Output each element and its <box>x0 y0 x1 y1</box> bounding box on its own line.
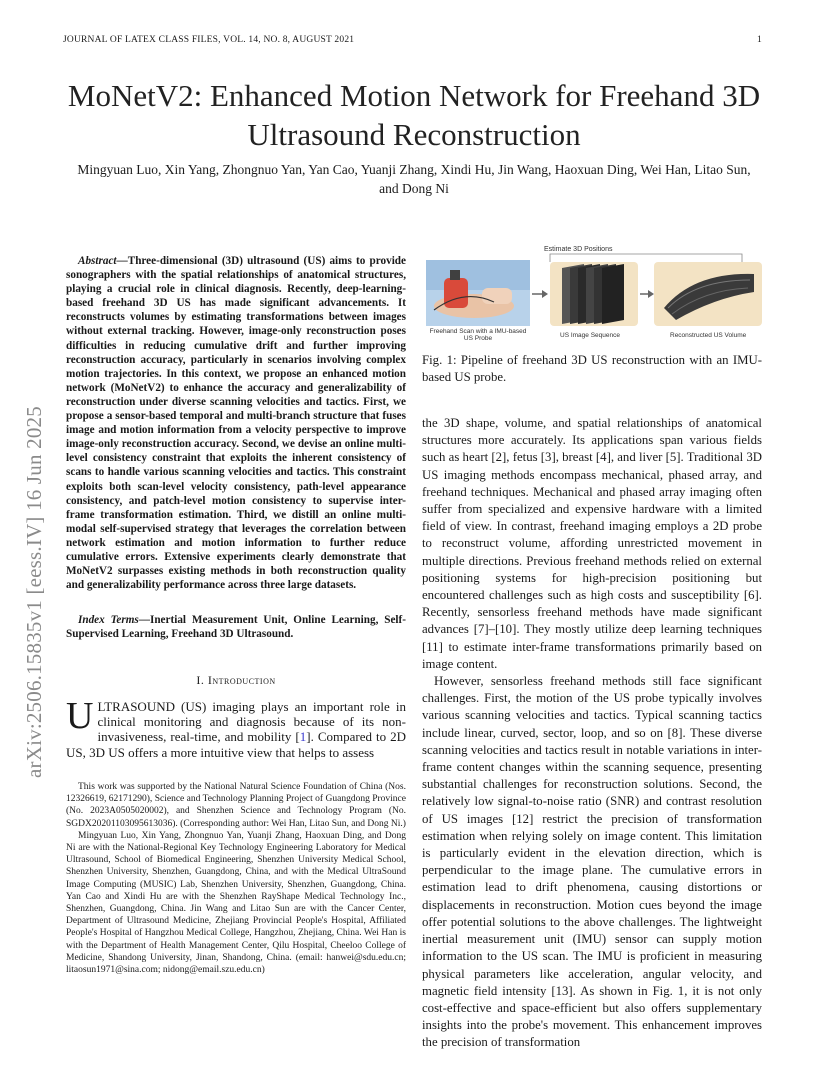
abstract-text: —Three-dimensional (3D) ultrasound (US) aims to provide sonographers with the spatial relationships of anatomical structures, playing a crucial role in clinical diagnosis. Recently, deep-learning-based freehand 3D US has made significant advancements. It reconstructs volumes by estimating transformations between images without external tracking. However, image-only reconstruction poses difficulties in reducing cumulative drift and further improving reconstruction accuracy, particularly in scenarios involving complex motion trajectories. In this context, we propose an enhanced motion network (MoNetV2) to enhance the accuracy and generalizability of reconstruction under diverse scanning velocities and tactics. First, we propose a sensor-based temporal and multi-branch structure that fuses image and motion information from a velocity perspective to improve image-only reconstruction accuracy. Second, we devise an online multi-level consistency constraint that exploits the inherent consistency of scans to handle various scanning velocities and tactics. This constraint exploits both scan-level velocity consistency, path-level appearance consistency, and patch-level motion consistency to supervise inter-frame transformation estimation. Third, we distill an online multi-modal self-supervised strategy that leverages the correlation between network estimation and motion information to further reduce cumulative errors. Extensive experiments clearly demonstrate that MoNetV2 surpasses existing methods in both reconstruction quality and generalizability performance across three large datasets. <box>66 255 406 592</box>
paper-title: MoNetV2: Enhanced Motion Network for Freehand 3D Ultrasound Reconstruction <box>67 78 761 152</box>
figure-top-label: Estimate 3D Positions <box>544 246 613 253</box>
intro-paragraph <box>66 695 406 760</box>
figure-label-left: Freehand Scan with a IMU-based US Probe <box>429 328 527 342</box>
index-terms-text: —Inertial Measurement Unit, Online Learning, Self-Supervised Learning, Freehand 3D Ultrasound. <box>66 614 406 641</box>
figure-label-right: Reconstructed US Volume <box>670 332 747 339</box>
running-header: JOURNAL OF LATEX CLASS FILES, VOL. 14, NO. 8, AUGUST 2021 <box>63 35 355 45</box>
index-terms-label: Index Terms <box>78 614 139 626</box>
section-heading <box>66 673 406 688</box>
arrow-icon <box>542 290 548 298</box>
index-terms <box>66 613 406 641</box>
citation-link[interactable]: 1 <box>299 729 307 745</box>
arxiv-stamp: arXiv:2506.15835v1 [eess.IV] 16 Jun 2025 <box>22 406 46 778</box>
author-list: Mingyuan Luo, Xin Yang, Zhongnuo Yan, Yan Cao, Yuanji Zhang, Xindi Hu, Jin Wang, Haoxuan Ding, Wei Han, Litao Sun, and Dong Ni <box>77 162 751 196</box>
body-paragraph-1: the 3D shape, volume, and spatial relationships of anatomical structures more accurately. Its applications span various fields such as heart [2], fetus [3], breast [4], and liver [5]. Traditional 3D US imaging methods encompass mechanical, phased array, and freehand techniques. Mechanical and phased array imaging often suffer from specialized and expensive hardware with a limited field of view. In contrast, freehand imaging employs a 2D probe to reconstruct volume, affording unrestricted movement in multiple directions. Previous freehand methods relied on external positioning systems for high-precision positioning but encountered challenges such as high costs and susceptibility [6]. Recently, sensorless freehand methods have made significant advances [7]–[10]. They mostly utilize deep learning techniques [11] to estimate inter-frame transformations primarily based on image content. <box>422 416 762 671</box>
affiliation-footnote: Mingyuan Luo, Xin Yang, Zhongnuo Yan, Yuanji Zhang, Haoxuan Ding, and Dong Ni are with the National-Regional Key Technology Engineering Laboratory for Medical Ultrasound, School of Biomedical Engineering, Shenzhen University Medical School, Shenzhen University, Shenzhen, Guangdong, China, and with the Medical UltraSound Image Computing (MUSIC) Lab, Shenzhen University, Shenzhen, Guangdong, China. Yan Cao and Xindi Hu are with the Shenzhen RayShape Medical Technology Inc., Shenzhen, Guangdong, China. Jin Wang and Litao Sun are with the Cancer Center, Department of Ultrasound Medicine, Zhejiang Provincial People's Hospital, Affiliated People's Hospital of Hangzhou Medical College, Hangzhou, Zhejiang, China. Wei Han is with the Department of Health Management Center, Qilu Hospital, Cheeloo College of Medicine, Shandong University, Jinan, Shandong, China. (email: hanwei@sdu.edu.cn; litaosun1971@sina.com; nidong@email.szu.edu.cn) <box>66 830 406 976</box>
figure-caption: Fig. 1: Pipeline of freehand 3D US reconstruction with an IMU-based US probe. <box>422 353 762 384</box>
figure-pipeline <box>424 248 764 346</box>
intro-text-b: ]. Compared to 2D US, 3D US offers a more intuitive view that helps to assess <box>66 729 406 760</box>
intro-text-a: LTRASOUND (US) imaging plays an important role in clinical monitoring and diagnosis because of its non-invasiveness, real-time, and mobility [ <box>97 699 406 745</box>
footnotes <box>66 781 406 976</box>
section-number: I. <box>196 673 205 687</box>
section-title: Introduction <box>207 673 276 687</box>
drop-cap: U <box>66 695 94 737</box>
page-number: 1 <box>757 35 762 45</box>
body-paragraph-2: However, sensorless freehand methods still face significant challenges. First, the motion of the US probe typically involves various scanning velocities and tactics. Typical scanning tactics include linear, curved, sector, loop, and so on [8]. These diverse scanning velocities and tactics result in notable variations in inter-frame content changes within the scanning sequence, presenting substantial challenges for reconstruction solutions. Second, the relatively low signal-to-noise ratio (SNR) and contrast resolution of US images [12] restrict the precision of transformation estimation when relying solely on image content. This limitation is particularly evident in the elevation direction, which is perpendicular to the image plane. The cumulative errors in estimation lead to drift phenomena, causing distortions or displacements in reconstruction. Motion cues beyond the image offer potential solutions to the above challenges. The lightweight inertial measurement unit (IMU) sensor can supply motion information to the US scan. The IMU is proficient in measuring physical parameters like acceleration, angular velocity, and magnetic field intensity [13]. As shown in Fig. 1, it is not only cost-effective and space-efficient but also offers supplementary insights into the probe's movement. This enhancement improves the precision of transformation <box>422 674 762 1050</box>
abstract <box>66 254 406 592</box>
abstract-label: Abstract <box>78 255 117 267</box>
figure-label-mid: US Image Sequence <box>560 332 620 339</box>
right-column-body <box>422 415 762 1052</box>
probe-icon <box>444 278 468 308</box>
funding-footnote: This work was supported by the National Natural Science Foundation of China (Nos. 12326619, 62171290), Science and Technology Planning Project of Guangdong Province (No. 2023A0505020002), and Shenzhen Science and Technology Program (No. SGDX20201103095613036). (Corresponding author: Wei Han, Litao Sun, and Dong Ni.) <box>66 782 406 829</box>
